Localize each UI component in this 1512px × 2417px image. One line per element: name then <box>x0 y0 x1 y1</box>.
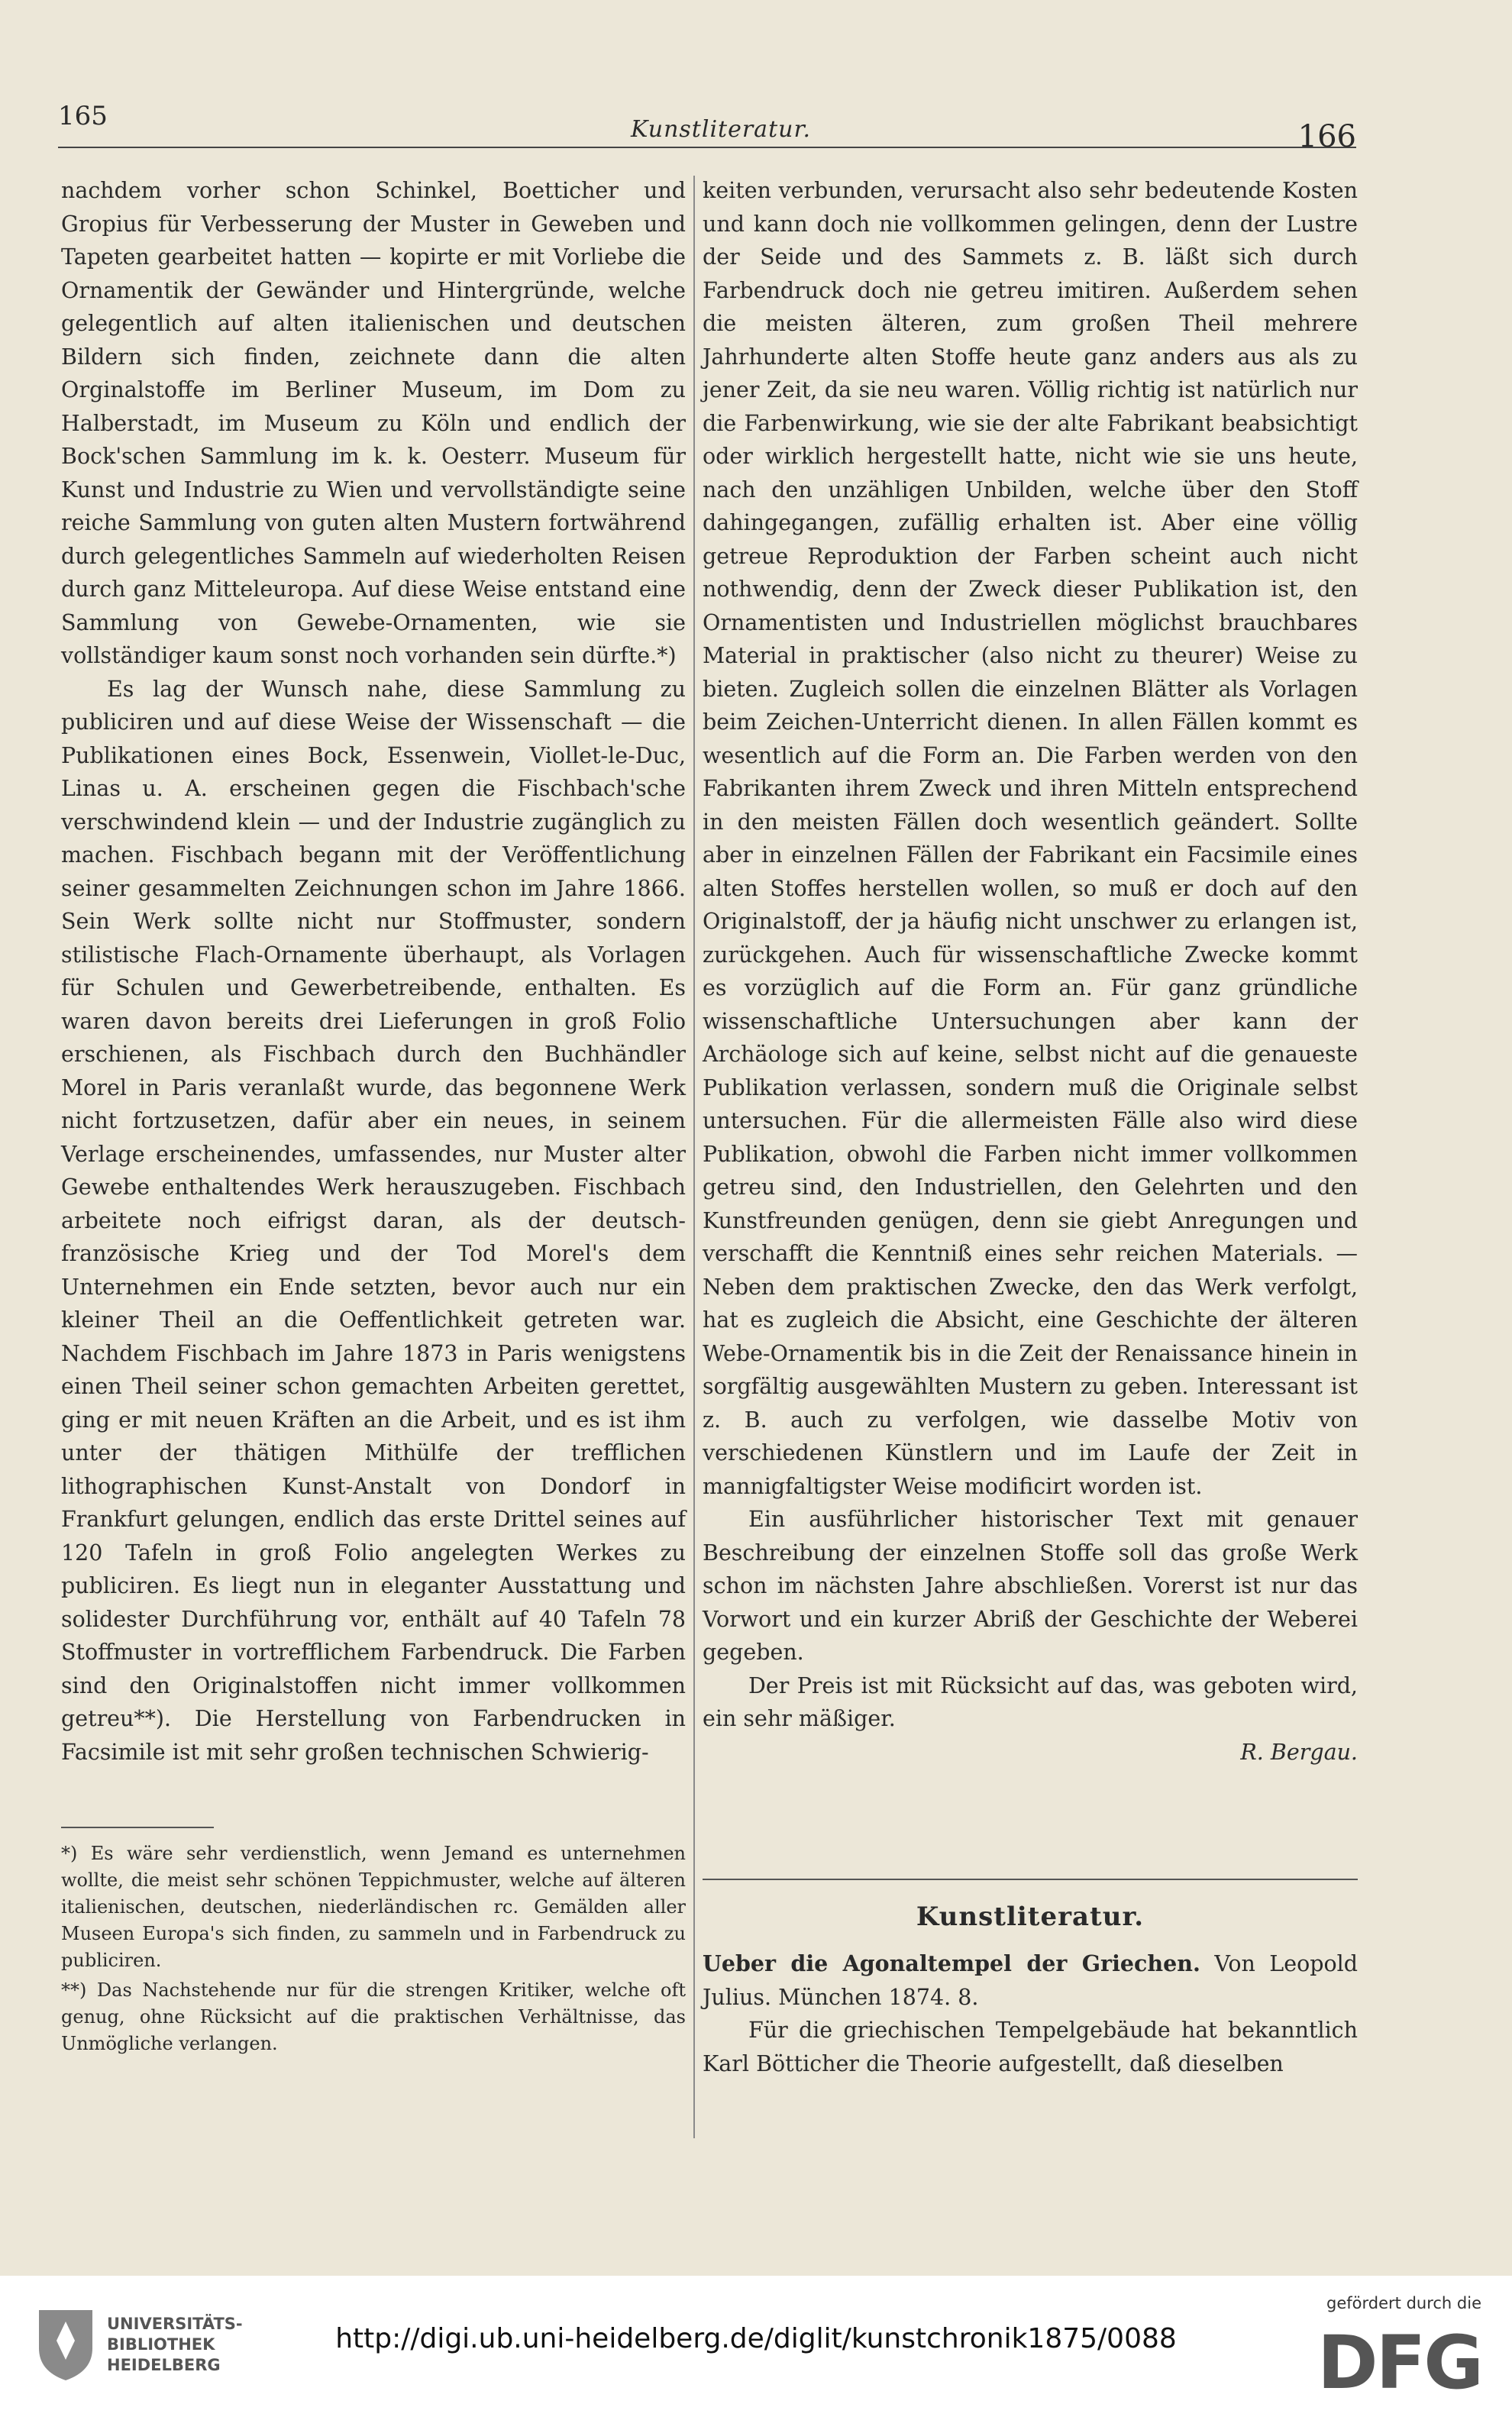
dfg-wordmark: DFG <box>1317 2320 1481 2406</box>
library-name: UNIVERSITÄTS- BIBLIOTHEK HEIDELBERG <box>107 2315 243 2374</box>
section-body <box>703 1947 1358 2080</box>
column-divider <box>693 176 695 2138</box>
footnote-rule <box>61 1827 214 1828</box>
paragraph <box>703 1947 1358 2014</box>
section-title: Kunstliteratur. <box>916 1902 1145 1932</box>
source-url-link[interactable]: http://digi.ub.uni-heidelberg.de/diglit/kunstchronik1875/0088 <box>335 2323 1177 2354</box>
footnote: **) Das Nachstehende nur für die strengen Kritiker, welche oft genug, ohne Rücksicht auf die praktischen Verhältnisse, das Unmögliche verlangen. <box>61 1979 686 2054</box>
paragraph: Es lag der Wunsch nahe, diese Sammlung zu publiciren und auf diese Weise der Wissenschaft — die Publikationen eines Bock, Essenwein, Viollet-le-Duc, Linas u. A. erscheinen gegen die Fischbach'sche verschwindend klein — und der Industrie zugänglich zu machen. Fischbach begann mit der Veröffentlichung seiner gesammelten Zeichnungen schon im Jahre 1866. Sein Werk sollte nicht nur Stoffmuster, sondern stilistische Flach-Ornamente überhaupt, als Vorlagen für Schulen und Gewerbetreibende, enthalten. Es waren davon bereits drei Lieferungen in groß Folio erschienen, als Fischbach durch den Buchhändler Morel in Paris veranlaßt wurde, das begonnene Werk nicht fortzusetzen, dafür aber ein neues, in seinem Verlage erscheinendes, umfassendes, nur Muster alter Gewebe enthaltendes Werk herauszugeben. Fischbach arbeitete noch eifrigst daran, als der deutsch-französische Krieg und der Tod Morel's dem Unternehmen ein Ende setzten, bevor auch nur ein kleiner Theil an die Oeffentlichkeit getreten war. Nachdem Fischbach im Jahre 1873 in Paris wenigstens einen Theil seiner schon gemachten Arbeiten gerettet, ging er mit neuen Kräften an die Arbeit, und es ist ihm unter der thätigen Mithülfe der trefflichen lithographischen Kunst-Anstalt von Dondorf in Frankfurt gelungen, endlich das erste Drittel seines auf 120 Tafeln in groß Folio angelegten Werkes zu publiciren. Es liegt nun in eleganter Ausstattung und solidester Durchführung vor, enthält auf 40 Tafeln 78 Stoffmuster in vortrefflichem Farbendruck. Die Farben sind den Originalstoffen nicht immer vollkommen getreu**). Die Herstellung von Farbendrucken in Facsimile ist mit sehr großen technischen Schwierig- <box>61 676 686 1765</box>
running-title: Kunstliteratur. <box>631 116 812 143</box>
left-column <box>61 174 686 1769</box>
article-title: Ueber die Agonaltempel der Griechen. <box>703 1950 1200 1976</box>
funding-caption: gefördert durch die <box>1326 2294 1481 2312</box>
signature: R. Bergau. <box>1240 1739 1358 1765</box>
section-rule <box>703 1879 1358 1880</box>
article-meta: Von Leopold Julius. München 1874. 8. <box>703 1951 1359 2010</box>
page-header <box>58 93 1356 154</box>
paragraph: nachdem vorher schon Schinkel, Boetticher und Gropius für Verbesserung der Muster in Geweben und Tapeten gearbeitet hatten — kopirte er mit Vorliebe die Ornamentik der Gewänder und Hintergründe, welche gelegentlich auf alten italienischen und deutschen Bildern sich finden, zeichnete dann die alten Orginalstoffe im Berliner Museum, im Dom zu Halberstadt, im Museum zu Köln und endlich der Bock'schen Sammlung im k. k. Oesterr. Museum für Kunst und Industrie zu Wien und vervollständigte seine reiche Sammlung von guten alten Mustern fortwährend durch gelegentliches Sammeln auf wiederholten Reisen durch ganz Mitteleuropa. Auf diese Weise entstand eine Sammlung von Gewebe-Ornamenten, wie sie vollständiger kaum sonst noch vorhanden sein dürfte.*) <box>61 178 686 668</box>
dfg-logo[interactable] <box>1237 2294 1481 2406</box>
paragraph: Für die griechischen Tempelgebäude hat bekanntlich Karl Bötticher die Theorie aufgestellt, daß dieselben <box>703 2018 1358 2076</box>
page-number-right: 166 <box>1297 119 1356 154</box>
paragraph: keiten verbunden, verursacht also sehr bedeutende Kosten und kann doch nie vollkommen gelingen, denn der Lustre der Seide und des Sammets z. B. läßt sich durch Farbendruck doch nie getreu imitiren. Außerdem sehen die meisten älteren, zum großen Theil mehrere Jahrhunderte alten Stoffe heute ganz anders aus als zu jener Zeit, da sie neu waren. Völlig richtig ist natürlich nur die Farbenwirkung, wie sie der alte Fabrikant beabsichtigt oder wirklich hergestellt hatte, nicht wie sie uns heute, nach den unzähligen Unbilden, welche über den Stoff dahingegangen, zufällig erhalten ist. Aber eine völlig getreue Reproduktion der Farben scheint auch nicht nothwendig, denn der Zweck dieser Publikation ist, den Ornamentisten und Industriellen möglichst brauchbares Material in praktischer (also nicht zu theurer) Weise zu bieten. Zugleich sollen die einzelnen Blätter als Vorlagen beim Zeichen-Unterricht dienen. In allen Fällen kommt es wesentlich auf die Form an. Die Farben werden von den Fabrikanten ihrem Zweck und ihren Mitteln entsprechend in den meisten Fällen doch wesentlich geändert. Sollte aber in einzelnen Fällen der Fabrikant ein Facsimile eines alten Stoffes herstellen wollen, so muß er doch auf den Originalstoff, der ja häufig nicht unschwer zu erlangen ist, zurückgehen. Auch für wissenschaftliche Zwecke kommt es vorzüglich auf die Form an. Für ganz gründliche wissenschaftliche Untersuchungen aber kann der Archäologe sich auf keine, selbst nicht auf die genaueste Publikation verlassen, sondern muß die Originale selbst untersuchen. Für die allermeisten Fälle also wird diese Publikation, obwohl die Farben nicht immer vollkommen getreu sind, den Industriellen, den Gelehrten und den Kunstfreunden genügen, denn sie giebt Anregungen und verschafft die Kenntniß eines sehr reichen Materials. — Neben dem praktischen Zwecke, den das Werk verfolgt, hat es zugleich die Absicht, eine Geschichte der älteren Webe-Ornamentik bis in die Zeit der Renaissance hinein in sorgfältig ausgewählten Mustern zu geben. Interessant ist z. B. auch zu verfolgen, wie dasselbe Motiv von verschiedenen Künstlern und im Laufe der Zeit in mannigfaltigster Weise modificirt worden ist. <box>703 178 1358 1499</box>
footer-bar <box>0 2276 1512 2417</box>
right-column <box>703 174 1358 1769</box>
page-number-left: 165 <box>58 101 108 131</box>
paragraph: Ein ausführlicher historischer Text mit genauer Beschreibung der einzelnen Stoffe soll das große Werk schon im nächsten Jahre abschließen. Vorerst ist nur das Vorwort und ein kurzer Abriß der Geschichte der Weberei gegeben. <box>703 1507 1358 1665</box>
paragraph: Der Preis ist mit Rücksicht auf das, was geboten wird, ein sehr mäßiger. <box>703 1672 1358 1731</box>
footnotes <box>61 1840 686 2060</box>
footnote: *) Es wäre sehr verdienstlich, wenn Jemand es unternehmen wollte, die meist sehr schönen Teppichmuster, welche auf älteren italienischen, deutschen, niederländischen rc. Gemälden aller Museen Europa's sich finden, zu sammeln und in Farbendruck zu publiciren. <box>61 1843 686 1971</box>
